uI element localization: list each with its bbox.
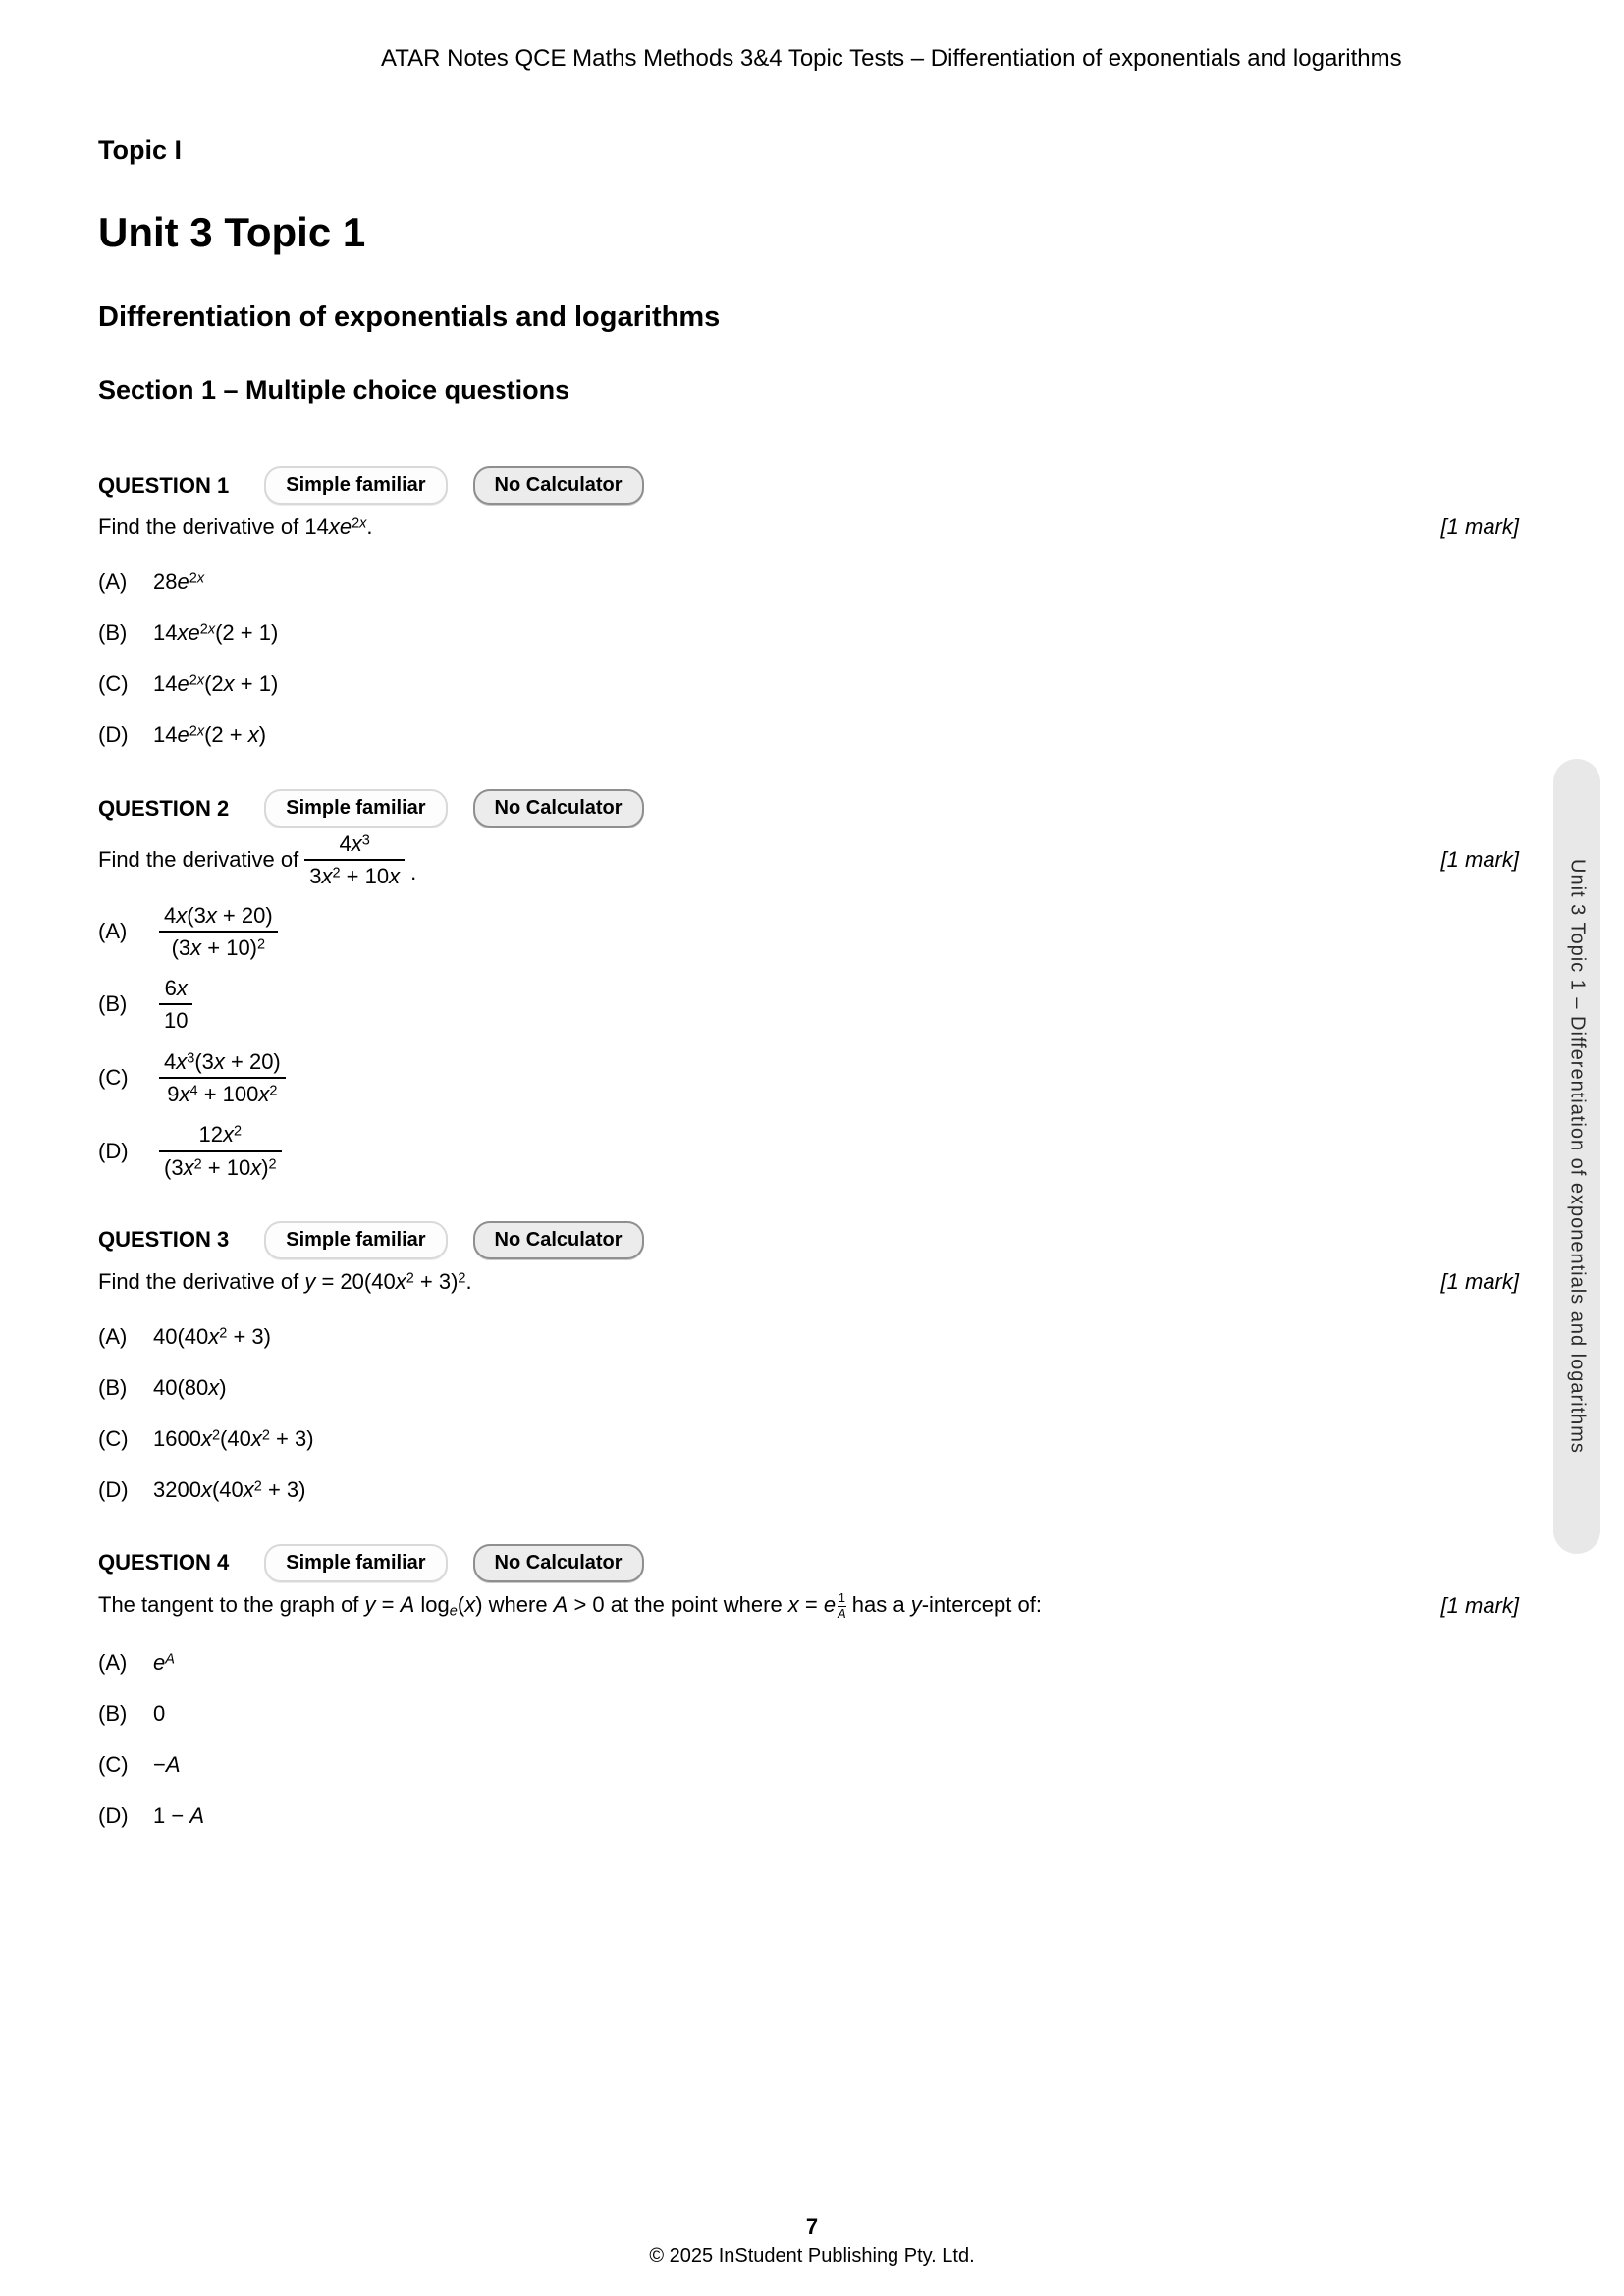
option-formula: $28e^{2x}$ (153, 569, 205, 594)
option-formula: −A (153, 1751, 181, 1777)
mark-label: [1 mark] (1440, 1268, 1519, 1294)
fraction-bar (304, 859, 405, 861)
option-label: (B) (98, 1700, 128, 1726)
option-formula: $40(40x^2 + 3)$ (153, 1323, 271, 1349)
prompt-text: . (410, 859, 417, 884)
option-label: (B) (98, 620, 128, 645)
section-title: Section 1 – Multiple choice questions (98, 375, 570, 404)
fraction (159, 903, 278, 961)
question-header (98, 1544, 1519, 1582)
question-4 (98, 1544, 1519, 1829)
prompt-text: . (366, 514, 373, 539)
fraction-bar (159, 1150, 282, 1152)
question-1 (98, 466, 1519, 748)
question-prompt (98, 514, 1519, 540)
option-label: (D) (98, 1476, 129, 1502)
option-row (98, 1426, 1519, 1452)
option-row (98, 976, 1519, 1034)
option-label: (B) (98, 991, 128, 1017)
running-header: ATAR Notes QCE Maths Methods 3&4 Topic Tests – Differentiation of exponentials and logarithms (381, 45, 1402, 72)
option-formula: 40(80x) (153, 1374, 227, 1400)
prompt-formula: y = A $\log_e(x)$ (364, 1591, 483, 1620)
fraction-numerator: $12x^2$ (198, 1122, 243, 1148)
option-row (98, 1752, 1519, 1778)
options-list (98, 1650, 1519, 1829)
option-formula: $1600x^2(40x^2 + 3)$ (153, 1425, 314, 1451)
page-number: 7 (805, 2215, 819, 2239)
question-text (98, 514, 373, 540)
fraction-denominator: $(3x^2 + 10x)^2$ (164, 1154, 277, 1180)
fraction (159, 1122, 282, 1180)
question-label: QUESTION 3 (98, 1227, 230, 1253)
option-label: (D) (98, 1802, 129, 1828)
question-3 (98, 1221, 1519, 1503)
page-content (98, 135, 1519, 1854)
question-label: QUESTION 4 (98, 1550, 230, 1575)
option-formula: $14xe^{2x}(2 + 1)$ (153, 620, 279, 645)
option-row (98, 1375, 1519, 1401)
prompt-formula: $y = 20(40x^2 + 3)^2$ (304, 1268, 466, 1294)
question-header (98, 789, 1519, 828)
question-header (98, 466, 1519, 505)
option-row (98, 1803, 1519, 1829)
option-row (98, 1324, 1519, 1350)
options-list (98, 569, 1519, 748)
options-list (98, 1324, 1519, 1503)
difficulty-badge: Simple familiar (264, 789, 447, 828)
option-row (98, 620, 1519, 646)
fraction-numerator: $4x^3(3x + 20)$ (164, 1048, 281, 1074)
option-row (98, 1049, 1519, 1107)
prompt-text: at the point where (604, 1591, 788, 1617)
unit-title: Unit 3 Topic 1 (98, 209, 366, 255)
side-tab (1553, 759, 1600, 1554)
option-formula: 0 (153, 1700, 166, 1726)
option-row (98, 1650, 1519, 1676)
fraction (159, 1049, 286, 1107)
fraction-numerator: $4x^3$ (339, 831, 370, 856)
option-formula: $3200x(40x^2 + 3)$ (153, 1476, 306, 1502)
difficulty-badge: Simple familiar (264, 1221, 447, 1259)
option-row (98, 1701, 1519, 1727)
option-row (98, 1122, 1519, 1180)
options-list (98, 903, 1519, 1180)
question-2 (98, 789, 1519, 1180)
option-formula: $e^A$ (153, 1649, 175, 1675)
fraction-denominator: 10 (164, 1008, 189, 1034)
exponent-fraction (838, 1592, 846, 1621)
option-row (98, 1477, 1519, 1503)
option-formula: $14e^{2x}(2 + x)$ (153, 722, 267, 747)
prompt-text: Find the derivative of (98, 847, 299, 873)
side-tab-label: Unit 3 Topic 1 – Differentiation of exponentials and logarithms (1566, 859, 1589, 1454)
calculator-badge: No Calculator (473, 1221, 644, 1259)
option-row (98, 722, 1519, 748)
fraction (304, 831, 405, 889)
option-label: (C) (98, 1065, 129, 1091)
fraction-denominator: $(3x + 10)^2$ (171, 934, 266, 960)
option-row (98, 671, 1519, 697)
page-footer (0, 2215, 1624, 2268)
prompt-text: The tangent to the graph of (98, 1591, 365, 1617)
question-label: QUESTION 1 (98, 472, 230, 498)
option-row (98, 903, 1519, 961)
fraction-bar (159, 1003, 192, 1005)
prompt-formula: $14xe^{2x}$ (304, 514, 367, 539)
fraction-numerator: 4x(3x + 20) (164, 902, 273, 928)
option-label: (A) (98, 1649, 128, 1675)
option-label: (C) (98, 1425, 129, 1451)
option-label: (D) (98, 722, 129, 747)
question-prompt (98, 1269, 1519, 1295)
fraction-bar (159, 1077, 286, 1079)
option-formula: $14e^{2x}(2x + 1)$ (153, 671, 279, 696)
calculator-badge: No Calculator (473, 466, 644, 505)
option-label: (C) (98, 671, 129, 696)
option-label: (C) (98, 1751, 129, 1777)
topic-label: Topic I (98, 135, 182, 165)
option-label: (D) (98, 1138, 129, 1163)
calculator-badge: No Calculator (473, 789, 644, 828)
fraction-denominator: $3x^2 + 10x$ (309, 864, 401, 889)
question-text (98, 1592, 1042, 1621)
calculator-badge: No Calculator (473, 1544, 644, 1582)
page-subtitle: Differentiation of exponentials and logarithms (98, 301, 721, 333)
prompt-text: . (465, 1268, 472, 1294)
question-text (98, 831, 416, 889)
exponent-denominator: A (838, 1606, 846, 1622)
fraction-numerator: 6x (164, 976, 188, 1001)
prompt-text: Find the derivative of (98, 1268, 305, 1294)
prompt-formula: y (910, 1591, 922, 1617)
option-label: (A) (98, 1323, 128, 1349)
mark-label: [1 mark] (1440, 847, 1519, 873)
question-text (98, 1269, 472, 1295)
prompt-text: -intercept of: (921, 1591, 1042, 1617)
difficulty-badge: Simple familiar (264, 466, 447, 505)
fraction-bar (159, 931, 278, 933)
copyright: © 2025 InStudent Publishing Pty. Ltd. (649, 2245, 975, 2267)
option-formula: 1 − A (153, 1802, 204, 1828)
option-label: (B) (98, 1374, 128, 1400)
fraction (159, 976, 192, 1034)
mark-label: [1 mark] (1440, 1593, 1519, 1619)
question-prompt (98, 1592, 1519, 1621)
question-prompt (98, 831, 1519, 889)
option-row (98, 569, 1519, 595)
prompt-text: Find the derivative of (98, 514, 305, 539)
difficulty-badge: Simple familiar (264, 1544, 447, 1582)
question-header (98, 1221, 1519, 1259)
exponent-numerator: 1 (838, 1590, 845, 1606)
prompt-formula: A > 0 (553, 1591, 605, 1617)
prompt-text: where (482, 1591, 554, 1617)
option-label: (A) (98, 569, 128, 594)
fraction-denominator: $9x^4 + 100x^2$ (167, 1082, 278, 1107)
prompt-formula: x = e (787, 1591, 837, 1617)
option-label: (A) (98, 918, 128, 943)
prompt-text: has a (845, 1591, 911, 1617)
question-label: QUESTION 2 (98, 795, 230, 821)
mark-label: [1 mark] (1440, 514, 1519, 539)
